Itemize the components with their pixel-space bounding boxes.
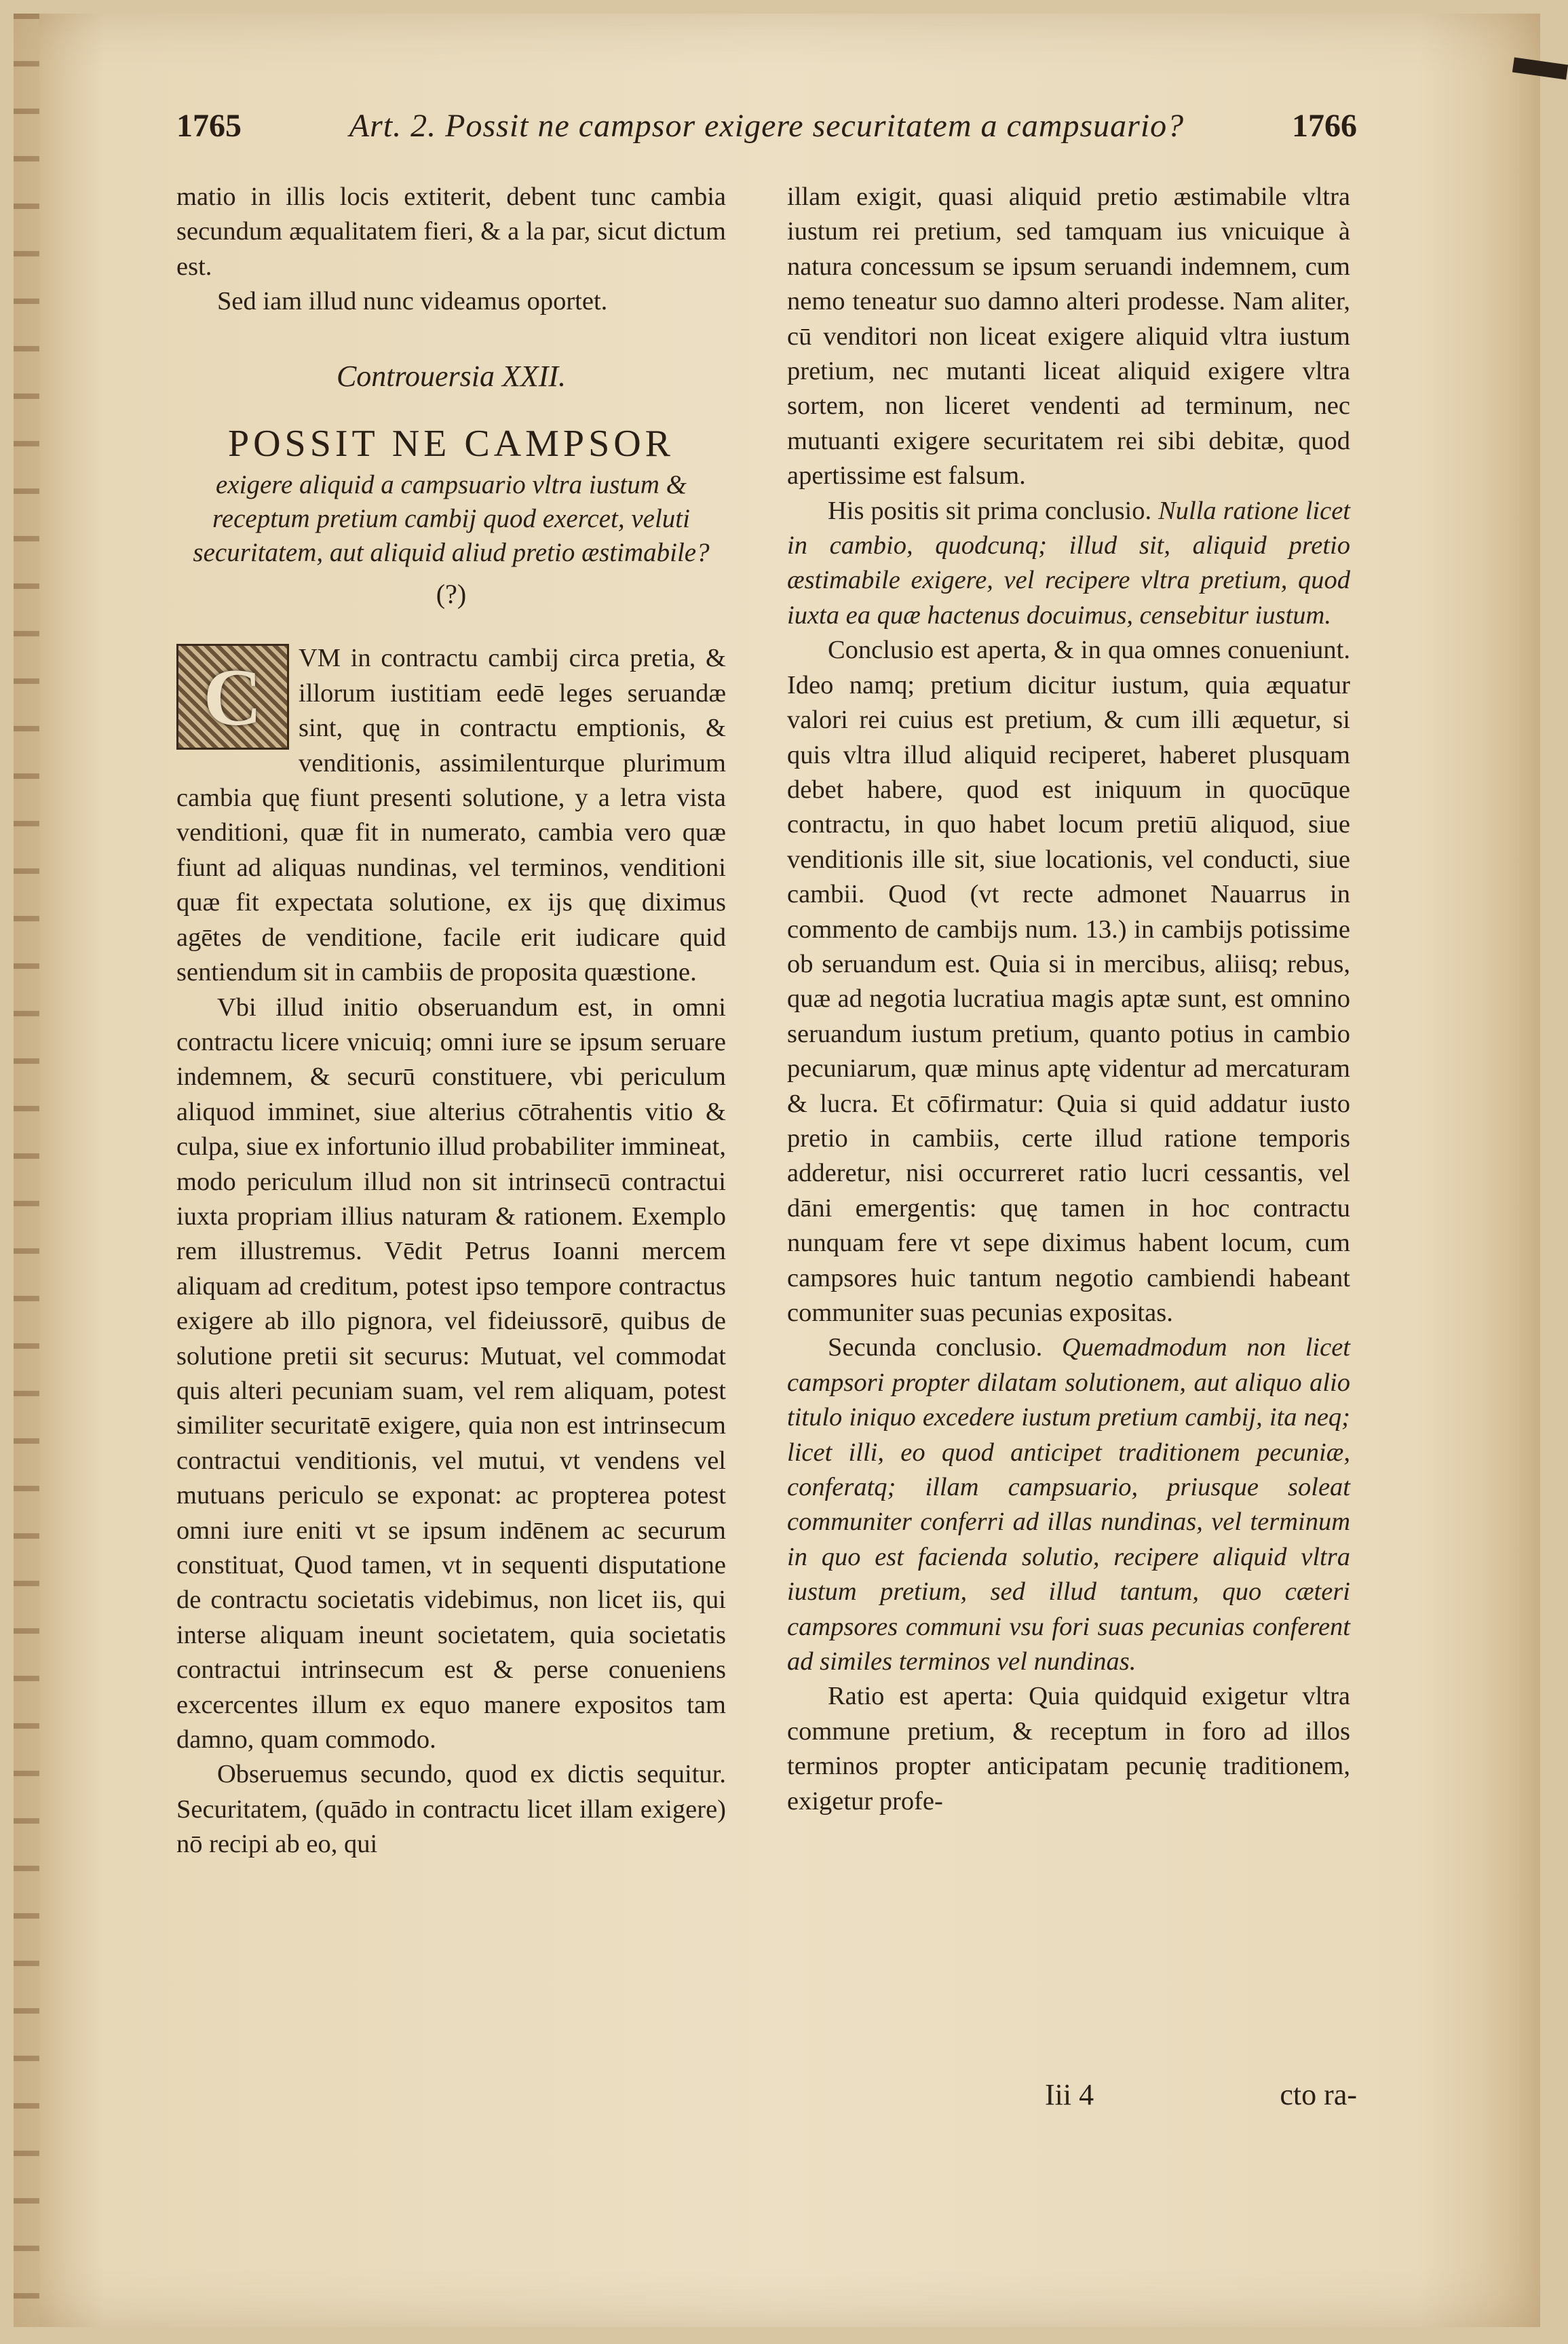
paragraph-ratio: Ratio est aperta: Quia quidquid exigetur vltra commune pretium, & receptum in foro ad illos terminos propter anticipatam pecunię traditionem, exigetur profe- xyxy=(787,1682,1350,1815)
paragraph-secunda-conclusio xyxy=(787,1330,1350,1679)
right-column xyxy=(787,180,1350,1819)
paragraph-cum-text: VM in contractu cambij circa pretia, & illorum iustitiam eedē leges seruandæ sint, quę in contractu emptionis, & venditionis, assimilenturque plurimum cambia quę fiunt presenti solutione, y a letra vista venditioni, quæ fit in numerato, cambia vero quæ fiunt ad aliquas nundinas, vel terminos, venditioni quæ fit expectata solutione, ex ijs quę diximus agētes de venditione, facile erit iudicare quid sentiendum sit in cambiis de proposita quæstione. xyxy=(176,644,726,987)
question-subtitle: exigere aliquid a campsuario vltra iustum & receptum pretium cambij quod exercet, veluti securitatem, aut aliquid aliud pretio æstimabile? xyxy=(193,470,710,568)
question-title: POSSIT NE CAMPSOR xyxy=(227,423,675,465)
prima-conclusio-lead: His positis sit prima conclusio. xyxy=(828,496,1152,525)
signature-mark: Iii 4 xyxy=(1045,2078,1094,2111)
page xyxy=(14,14,1540,2327)
paragraph-prima-conclusio xyxy=(787,494,1350,634)
question-mark: (?) xyxy=(436,579,467,610)
paragraph-conclusio-aperta: Conclusio est aperta, & in qua omnes conueniunt. Ideo namq; pretium dicitur iustum, quia æquatur valori rei cuius est pretium, & cum illi æquetur, si quis vltra illud aliquid reciperet, haberet plusquam debet habere, quod est iniquum in quocūque contractu, in quo habet locum pretiū aliquod, siue venditionis ille sit, siue locationis, vel conducti, siue cambii. Quod (vt recte admonet Nauarrus in commento de cambijs num. 13.) in cambijs potissime ob seruandum est. Quia si in mercibus, aliisq; rebus, quæ ad negotia lucratiua magis aptæ sunt, est omnino seruandum iustum pretium, quanto potius in cambio pecuniarum, quæ minus aptę videntur ad mercaturam & lucra. Et cōfirmatur: Quia si quid addatur iusto pretio in cambiis, certe illud ratione temporis adderetur, nisi occurreret ratio lucri cessantis, vel dāni emergentis: quę tamen in hoc contractu nunquam fere vt sepe diximus habent locum, cum campsores huic tantum negotio cambiendi habeant communiter suas pecunias expositas. xyxy=(787,636,1350,1327)
paragraph-continuation-right: illam exigit, quasi aliquid pretio æstimabile vltra iustum rei pretium, sed tamquam ius vnicuique à natura concessum se ipsum seruandi indemnem, cum nemo teneatur suo damno alteri prodesse. Nam aliter, cū venditori non liceat exigere aliquid vltra iustum pretium, nec mutanti liceat aliquid exigere vltra sortem, non liceret vendenti ad terminum, nec mutuanti exigere securitatem rei sibi debitæ, quod apertissime est falsum. xyxy=(787,182,1350,491)
binding-edge xyxy=(14,14,39,2327)
secunda-conclusio-text: Quemadmodum non licet campsori propter dilatam solutionem, aut aliquo alio titulo iniquo excedere iustum pretium cambij, ita neq; licet illi, eo quod anticipet traditionem pecuniæ, conferatq; illam campsuario, priusque soleat communiter conferri ad illas nundinas, vel terminum in quo est facienda solutio, recipere aliquid vltra iustum pretium, sed illud tantum, quo cæteri campsores communi vsu fori suas pecunias conferent ad similes terminos vel nundinas. xyxy=(787,1333,1350,1676)
left-column xyxy=(176,180,726,1862)
running-title: Art. 2. Possit ne campsor exigere securitatem a campsuario? xyxy=(349,108,1185,144)
catchword: cto ra- xyxy=(1280,2078,1357,2111)
paragraph-cum xyxy=(176,641,726,990)
paragraph-continuation: matio in illis locis extiterit, debent tunc cambia secundum æqualitatem fieri, & a la par, sicut dictum est. xyxy=(176,182,726,281)
page-number-left: 1765 xyxy=(176,108,242,144)
controversia-heading: Controuersia XXII. xyxy=(336,359,567,393)
paragraph-vbi: Vbi illud initio obseruandum est, in omni contractu licere vnicuiq; omni iure se ipsum seruare indemnem, & securū constituere, vbi periculum aliquod imminet, siue alterius cōtrahentis vitio & culpa, siue ex infortunio illud probabiliter immineat, modo periculum illud non sit intrinsecū contractui iuxta propriam illius naturam & rationem. Exemplo rem illustremus. Vēdit Petrus Ioanni mercem aliquam ad creditum, potest ipso tempore contractus exigere ab illo pignora, vel fideiussorē, quibus de solutione pretii sit securus: Mutuat, vel commodat quis alteri pecuniam suam, vel rem aliquam, potest similiter securitatē exigere, quia non est intrinsecum contractui venditionis, vel mutui, vt vendens vel mutuans periculo se exponat: ac propterea potest omni iure eniti vt se ipsum indēnem ac securum constituat, Quod tamen, vt in sequenti disputatione de contractu societatis videbimus, non licet iis, qui interse aliquam ineunt societatem, quia societatis contractui intrinsecum est & perse conueniens excercentes illum ex equo manere expositos tam damno, quam commodo. xyxy=(176,993,726,1754)
secunda-conclusio-lead: Secunda conclusio. xyxy=(828,1333,1043,1362)
dropcap-initial: C xyxy=(176,644,289,750)
page-number-right: 1766 xyxy=(1292,108,1357,144)
running-header xyxy=(176,107,1357,155)
page-edge-mark xyxy=(1512,58,1568,80)
paragraph-obseruemus: Obseruemus secundo, quod ex dictis sequitur. Securitatem, (quādo in contractu licet illam exigere) nō recipi ab eo, qui xyxy=(176,1760,726,1859)
paragraph-sed: Sed iam illud nunc videamus oportet. xyxy=(217,287,608,316)
prima-conclusio-text: Nulla ratione licet in cambio, quodcunq; illud sit, aliquid pretio æstimabile exigere, vel recipere vltra pretium, quod iuxta ea quæ hactenus docuimus, censebitur iustum. xyxy=(787,496,1350,630)
